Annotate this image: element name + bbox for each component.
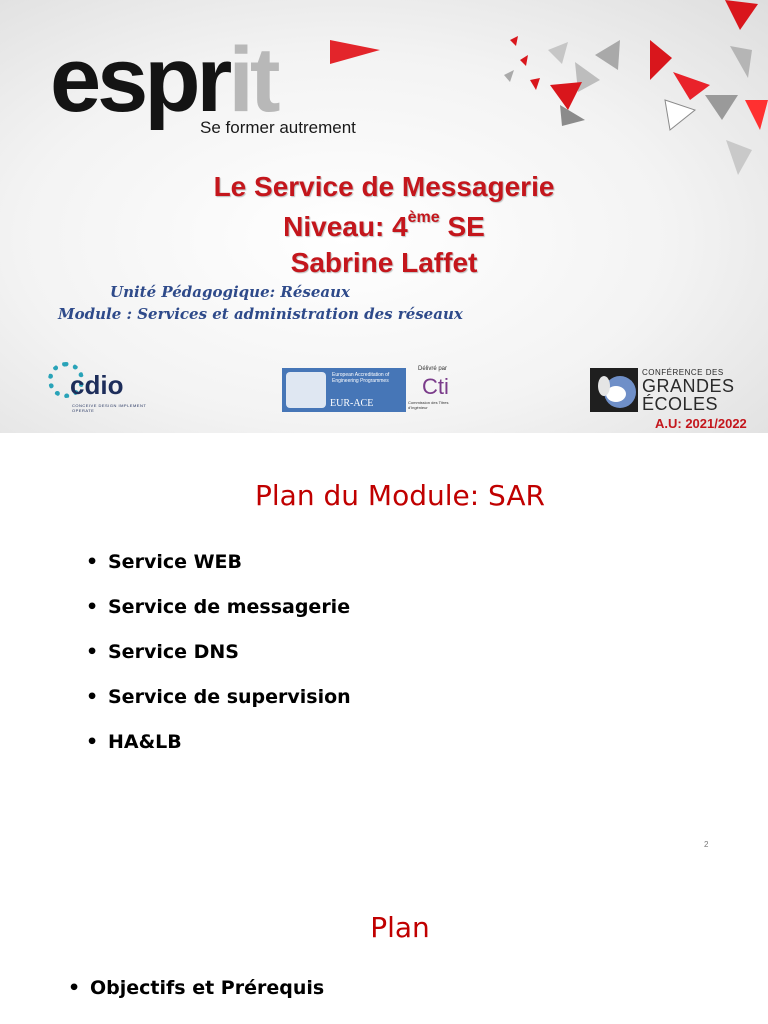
slide-title: Plan bbox=[370, 911, 430, 944]
eur-text: European Accreditation of Engineering Programmes bbox=[332, 372, 390, 384]
logo-dark-text: espr bbox=[50, 29, 229, 131]
cti-subtitle: Commission des Titres d'Ingénieur bbox=[408, 400, 449, 410]
level-line bbox=[0, 209, 768, 243]
list-item: • Service DNS bbox=[86, 641, 351, 686]
cdio-logo bbox=[48, 362, 158, 414]
module-plan-list bbox=[86, 551, 351, 776]
cdio-tagline: CONCEIVE DESIGN IMPLEMENT OPERATE bbox=[72, 403, 147, 413]
list-item: • Service de supervision bbox=[86, 686, 351, 731]
cdio-wordmark: cdio bbox=[70, 370, 124, 400]
cti-wordmark: Cti bbox=[422, 374, 449, 399]
list-item: • Service WEB bbox=[86, 551, 351, 596]
presentation-title: Le Service de Messagerie bbox=[213, 171, 555, 202]
cge-line2: GRANDES bbox=[642, 376, 735, 396]
title-slide bbox=[0, 0, 768, 433]
module-name: Module : Services et administration des réseaux bbox=[58, 305, 463, 323]
unite-pedagogique: Unité Pédagogique: Réseaux bbox=[110, 283, 350, 301]
level-suffix: SE bbox=[439, 211, 485, 242]
level-superscript: ème bbox=[407, 209, 440, 226]
cti-label: Délivré par bbox=[418, 366, 448, 372]
cge-line3: ÉCOLES bbox=[642, 394, 719, 414]
plan-slide bbox=[0, 873, 768, 1024]
level-prefix: Niveau: 4 bbox=[283, 211, 408, 242]
esprit-logo bbox=[50, 29, 277, 131]
plan-module-slide bbox=[0, 433, 768, 873]
eur-ace-logo bbox=[282, 368, 406, 412]
list-item: • HA&LB bbox=[86, 731, 351, 776]
page-number: 2 bbox=[704, 840, 709, 849]
slide-title: Plan du Module: SAR bbox=[255, 479, 545, 512]
decorative-triangles bbox=[490, 0, 768, 190]
eur-brand: EUR-ACE bbox=[330, 398, 374, 409]
cti-logo bbox=[408, 366, 468, 412]
plan-list bbox=[68, 977, 324, 999]
eur-stars-icon bbox=[286, 372, 326, 408]
cge-emblem-icon bbox=[590, 368, 638, 412]
logo-flag-icon bbox=[330, 40, 380, 70]
list-item: • Service de messagerie bbox=[86, 596, 351, 641]
cge-logo bbox=[590, 366, 760, 414]
list-item: • Objectifs et Prérequis bbox=[68, 977, 324, 999]
cge-line1: CONFÉRENCE DES bbox=[642, 368, 724, 377]
logo-tagline: Se former autrement bbox=[200, 118, 356, 137]
academic-year: A.U: 2021/2022 bbox=[655, 416, 747, 431]
logo-light-text: it bbox=[228, 29, 277, 131]
author-name: Sabrine Laffet bbox=[290, 247, 478, 278]
